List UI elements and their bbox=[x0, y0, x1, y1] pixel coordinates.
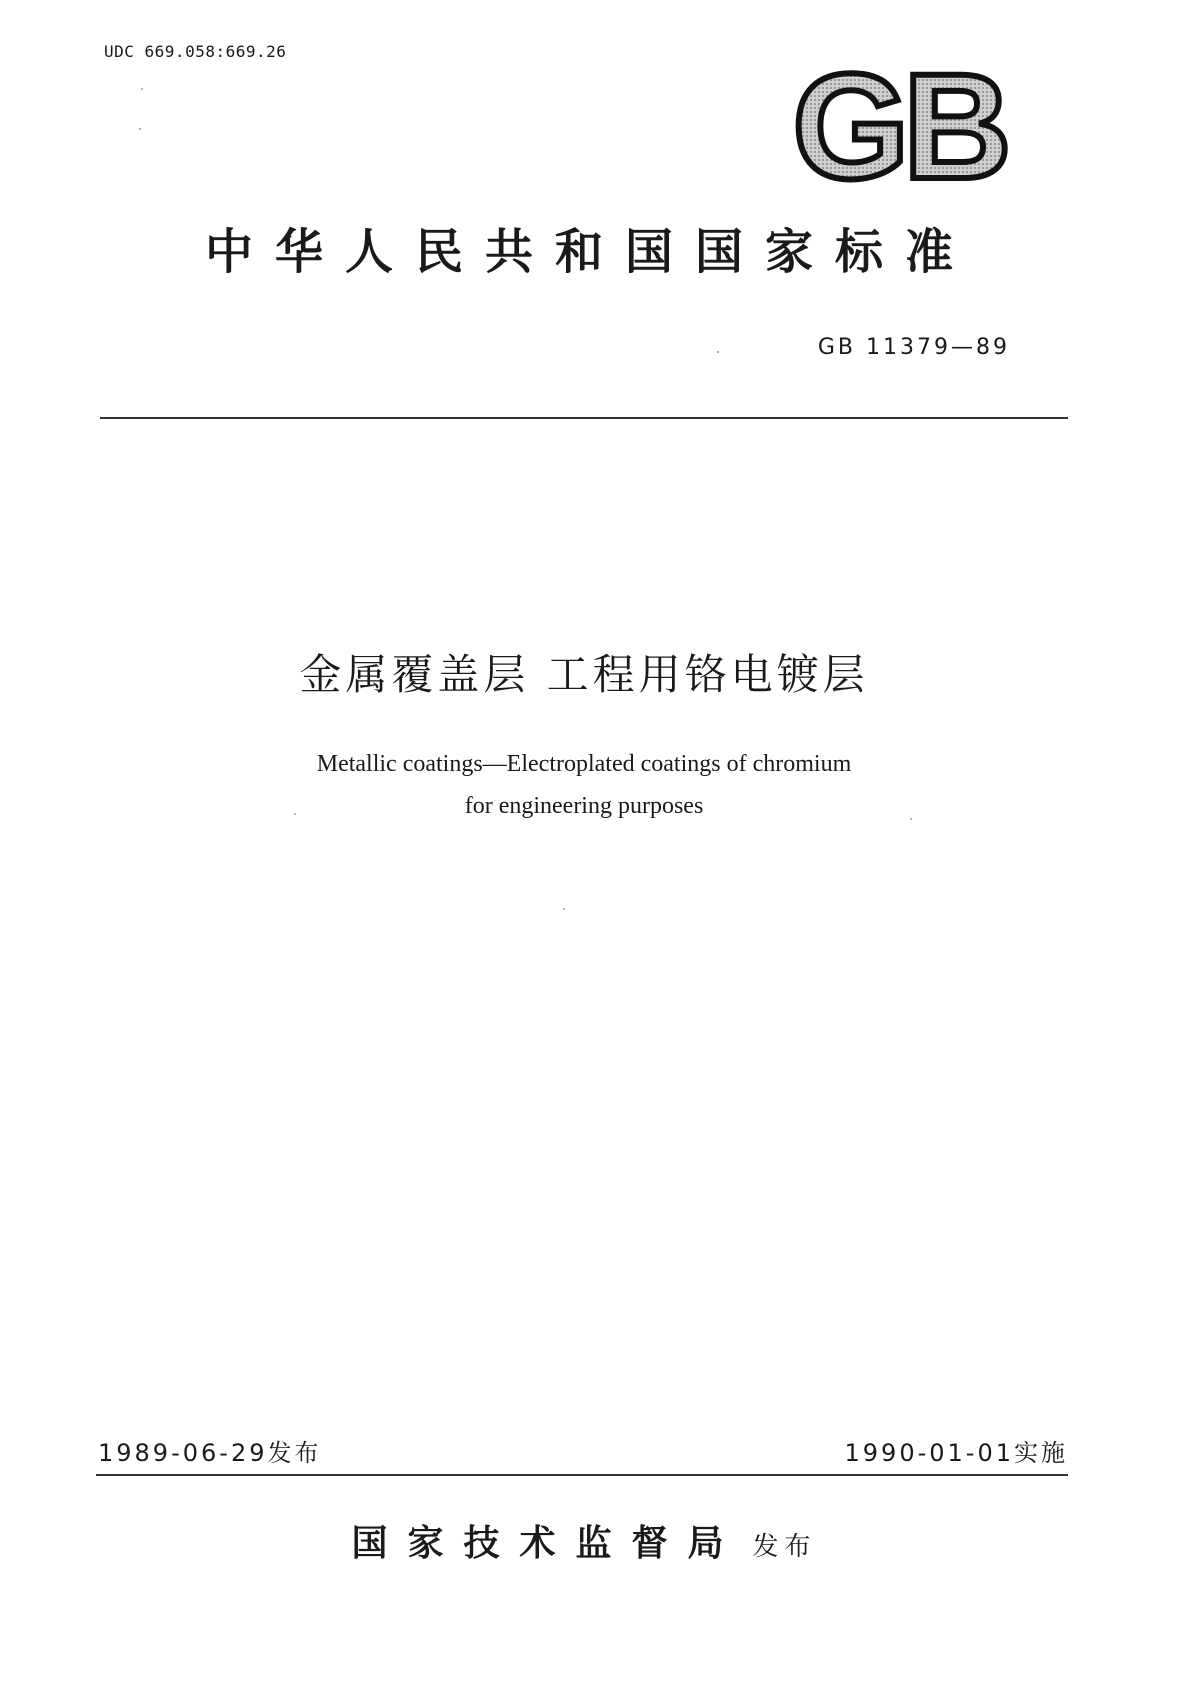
gb-logo-text: GB bbox=[792, 62, 1006, 188]
issuer-name: 国家技术监督局 bbox=[351, 1522, 744, 1564]
english-title-line2: for engineering purposes bbox=[464, 793, 704, 819]
national-standard-title: 中华人民共和国国家标准 bbox=[204, 224, 975, 280]
scan-speck bbox=[139, 128, 141, 130]
effective-date: 1990-01-01实施 bbox=[844, 1439, 1068, 1467]
scan-speck bbox=[910, 818, 912, 820]
gb-logo bbox=[785, 62, 1013, 188]
scan-speck bbox=[563, 908, 565, 910]
scan-speck bbox=[717, 351, 719, 353]
english-title-line1: Metallic coatings—Electroplated coatings of chromium bbox=[316, 751, 852, 777]
footer-divider bbox=[96, 1474, 1068, 1476]
scan-speck bbox=[294, 813, 296, 815]
header-divider bbox=[100, 417, 1068, 419]
chinese-title: 金属覆盖层 工程用铬电镀层 bbox=[299, 650, 869, 699]
scan-speck bbox=[141, 88, 143, 90]
english-title bbox=[100, 743, 1068, 827]
issuer bbox=[100, 1515, 1068, 1566]
udc-code: UDC 669.058:669.26 bbox=[104, 42, 287, 61]
standard-number: GB 11379—89 bbox=[817, 335, 1010, 360]
release-date: 1989-06-29发布 bbox=[98, 1439, 322, 1467]
issuer-action: 发布 bbox=[752, 1532, 817, 1562]
